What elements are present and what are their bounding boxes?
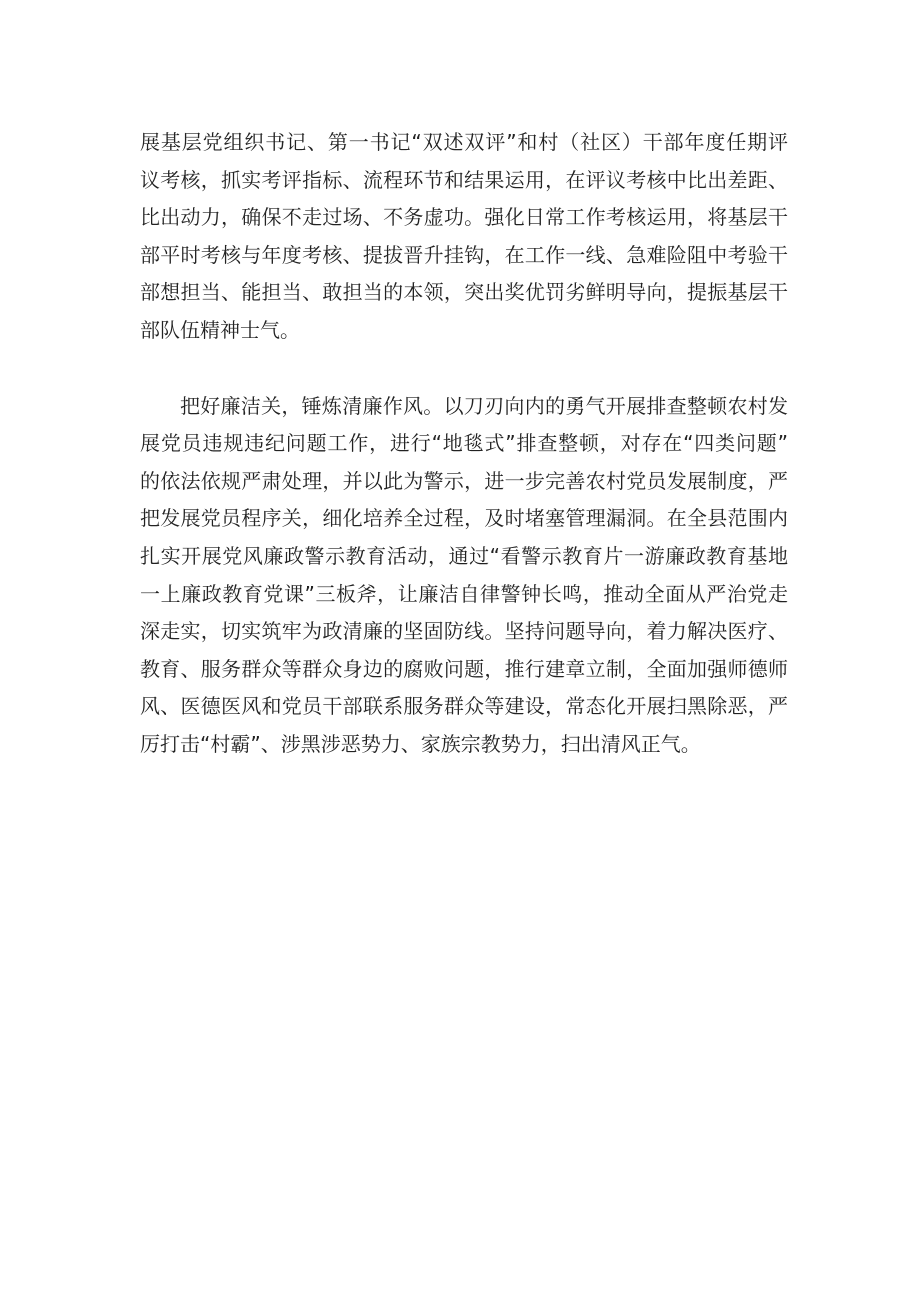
paragraph-line: 部队伍精神士气。: [140, 317, 300, 342]
paragraph-line: 展基层党组织书记、第一书记“双述双评”和村（社区）干部年度任期评: [140, 130, 788, 154]
paragraph-line: 一上廉政教育党课”三板斧，让廉洁自律警钟长鸣，推动全面从严治党走: [140, 581, 788, 606]
document-body: [140, 124, 788, 764]
paragraph-line: 把好廉洁关，锤炼清廉作风。以刀刃向内的勇气开展排查整顿农村发: [180, 393, 788, 418]
paragraph-spacer: [140, 350, 788, 388]
paragraph-line: 展党员违规违纪问题工作，进行“地毯式”排查整顿，对存在“四类问题”: [140, 431, 788, 456]
paragraph-line: 教育、服务群众等群众身边的腐败问题，推行建章立制，全面加强师德师: [140, 656, 788, 681]
paragraph-line: 比出动力，确保不走过场、不务虚功。强化日常工作考核运用，将基层干: [140, 205, 788, 230]
paragraph-line: 厉打击“村霸”、涉黑涉恶势力、家族宗教势力，扫出清风正气。: [140, 731, 701, 756]
paragraph-line: 把发展党员程序关，细化培养全过程，及时堵塞管理漏洞。在全县范围内: [140, 506, 788, 531]
paragraph-1: [140, 124, 788, 350]
paragraph-line: 部想担当、能担当、敢担当的本领，突出奖优罚劣鲜明导向，提振基层干: [140, 280, 788, 305]
paragraph-2: [140, 388, 788, 764]
paragraph-line: 议考核，抓实考评指标、流程环节和结果运用，在评议考核中比出差距、: [140, 167, 788, 192]
paragraph-line: 的依法依规严肃处理，并以此为警示，进一步完善农村党员发展制度，严: [140, 468, 788, 493]
paragraph-line: 风、医德医风和党员干部联系服务群众等建设，常态化开展扫黑除恶，严: [140, 694, 788, 719]
paragraph-line: 深走实，切实筑牢为政清廉的坚固防线。坚持问题导向，着力解决医疗、: [140, 619, 788, 644]
paragraph-line: 扎实开展党风廉政警示教育活动，通过“看警示教育片一游廉政教育基地: [140, 543, 788, 568]
paragraph-line: 部平时考核与年度考核、提拔晋升挂钩，在工作一线、急难险阻中考验干: [140, 242, 788, 267]
